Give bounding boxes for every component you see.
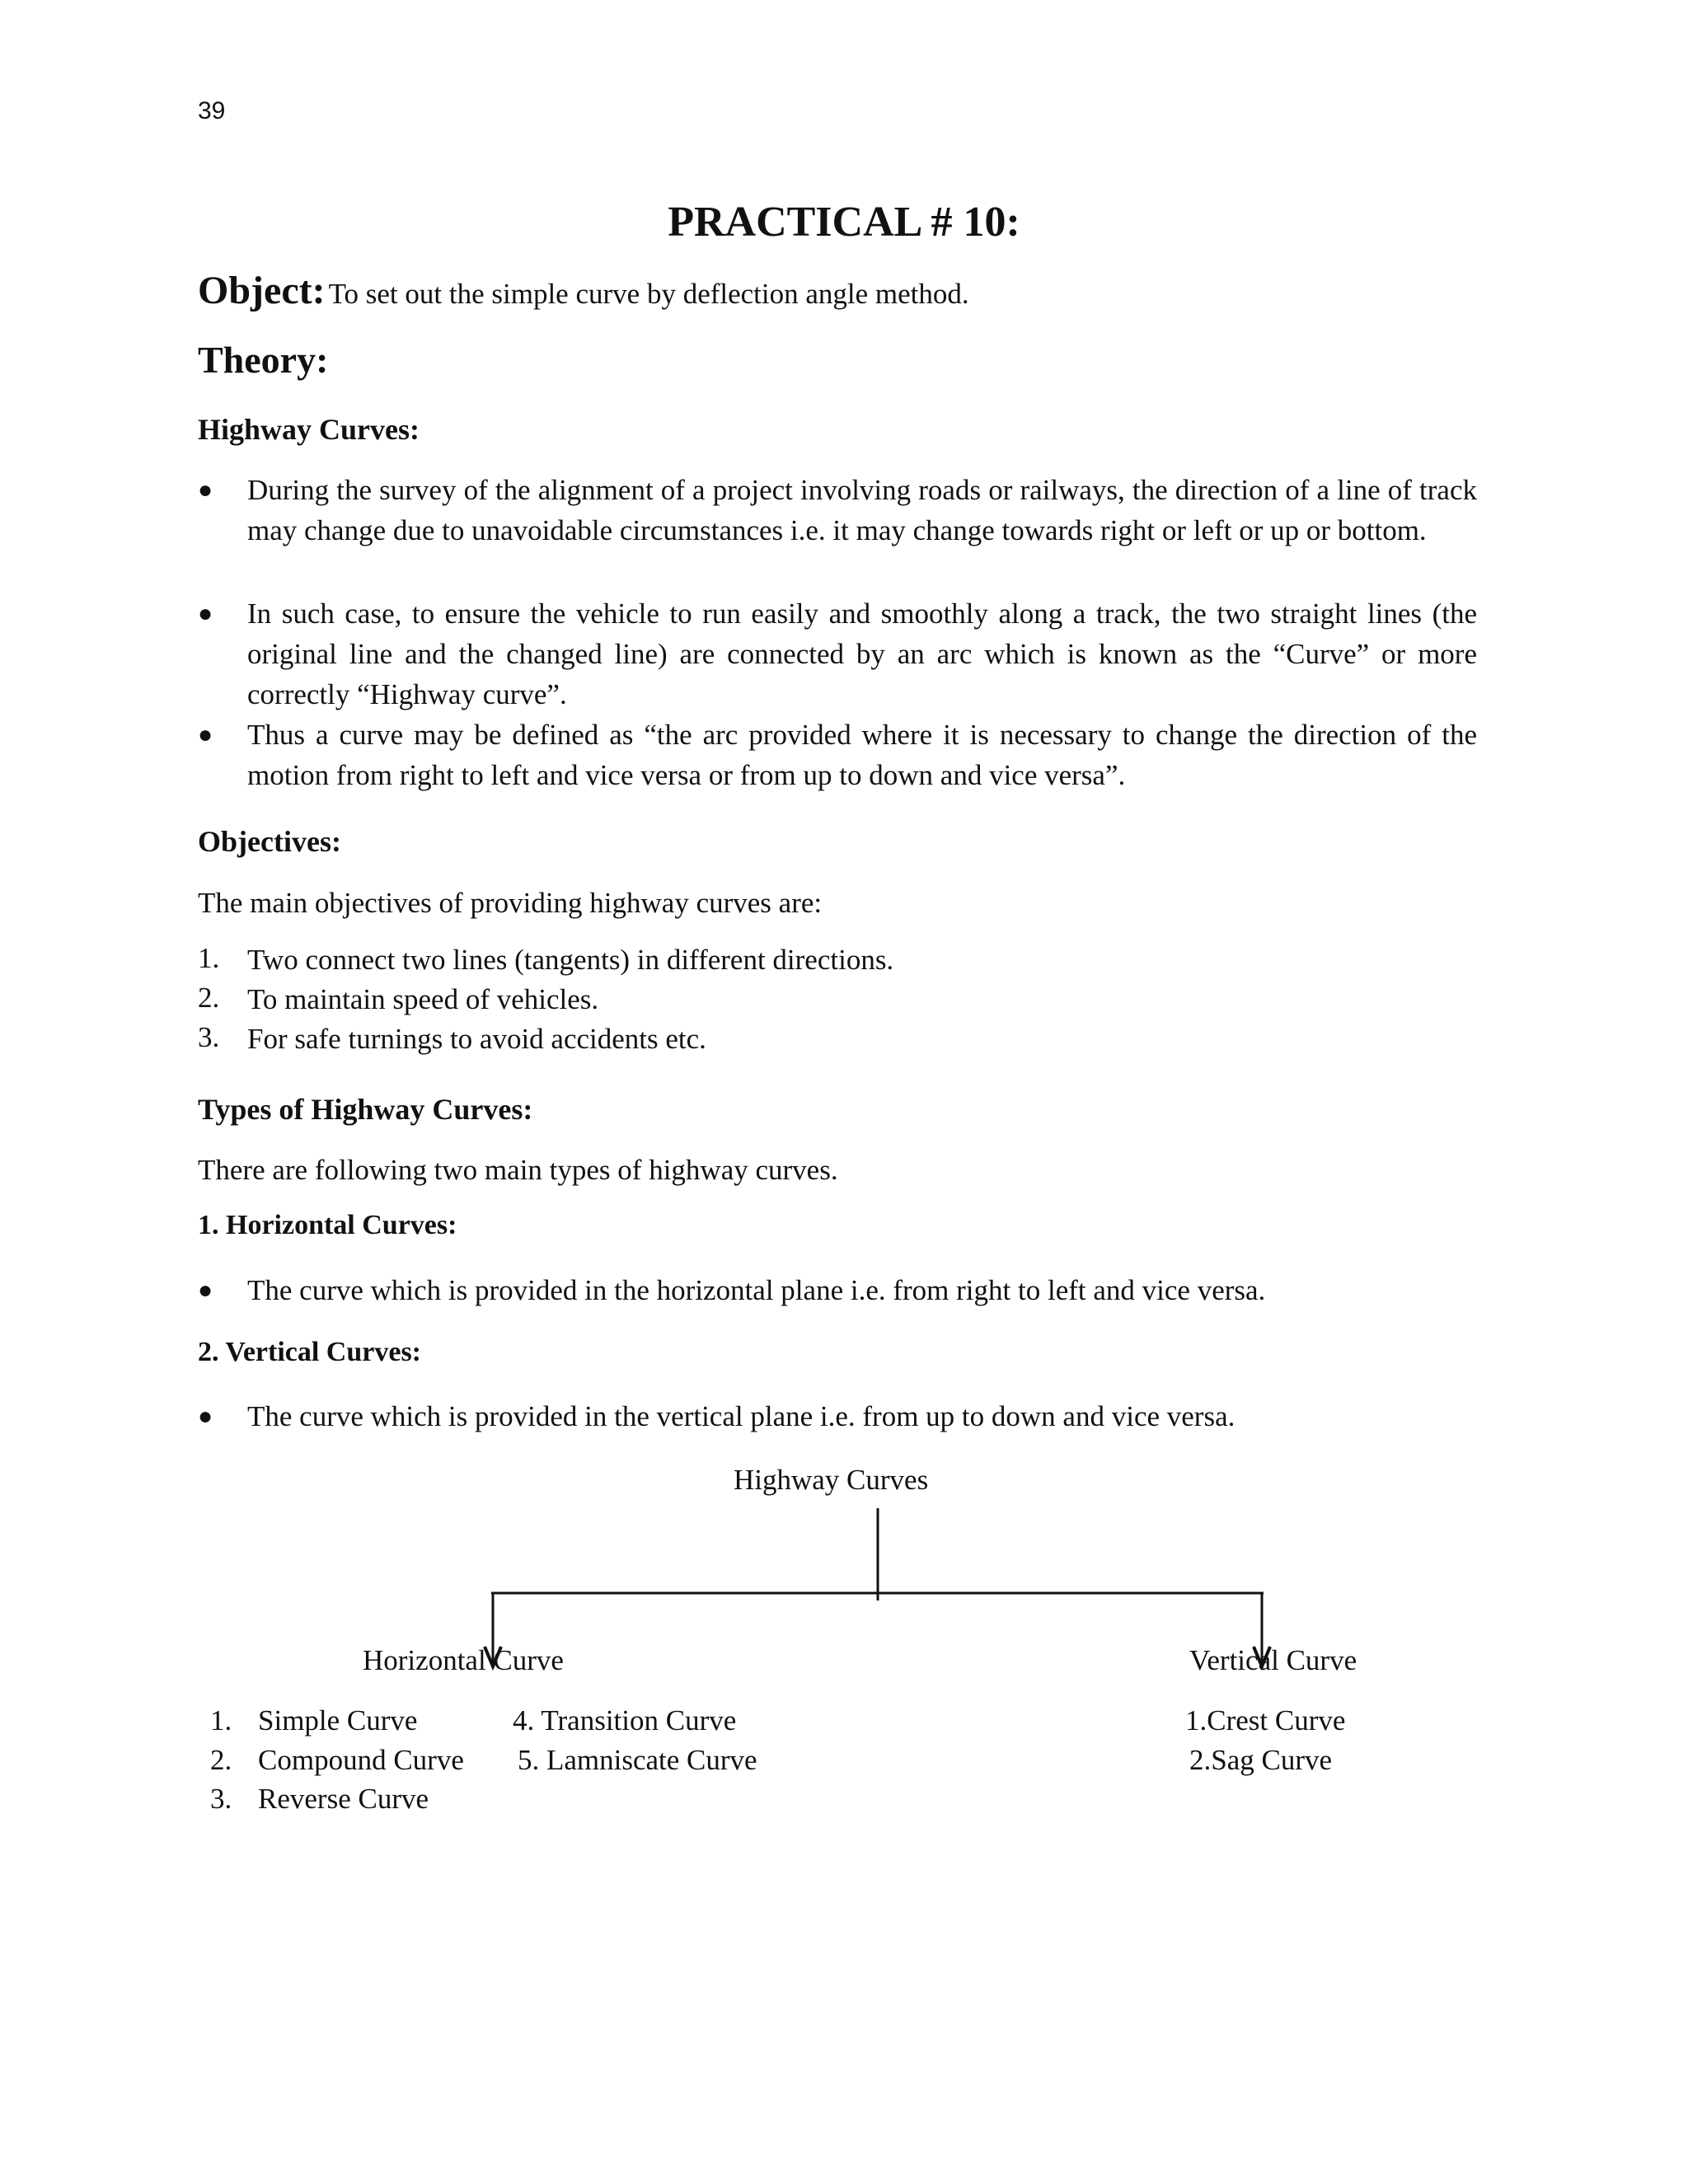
vertical-curves-bullet: The curve which is provided in the vertical plane i.e. from up to down and vice versa. [247,1400,1236,1432]
highway-curves-heading: Highway Curves: [198,413,420,446]
page-number: 39 [198,97,226,124]
highway-curves-bullet-1: During the survey of the alignment of a project involving roads or railways, the direction of a line of track may change due to unavoidable circumstances i.e. it may change towards right or left or up or bottom. [247,474,1477,546]
objective-item: Two connect two lines (tangents) in different directions. [247,944,894,976]
objectives-heading: Objectives: [198,825,341,858]
vertical-item: 1.Crest Curve [1185,1704,1346,1736]
bullet-icon: ● [198,600,213,627]
highway-curves-bullet-3: Thus a curve may be defined as “the arc provided where it is necessary to change the direction of the motion from right to left and vice versa or from up to down and vice versa”. [247,719,1477,791]
object-label: Object: [198,269,326,312]
diagram-root-label: Highway Curves [734,1464,929,1496]
objective-number: 2. [198,982,220,1014]
horizontal-curves-heading: 1. Horizontal Curves: [198,1210,457,1240]
types-heading: Types of Highway Curves: [198,1093,533,1126]
objectives-intro: The main objectives of providing highway curves are: [198,887,823,919]
horizontal-item: 4. Transition Curve [513,1704,737,1736]
objective-number: 3. [198,1021,220,1053]
highway-curves-bullet-2: In such case, to ensure the vehicle to run easily and smoothly along a track, the two straight lines (the original line and the changed line) are connected by an arc which is known as the “Curve” or more correctly “Highway curve”. [247,598,1477,710]
horizontal-item: Reverse Curve [258,1783,429,1815]
types-intro: There are following two main types of highway curves. [198,1154,838,1186]
page-title: PRACTICAL # 10: [668,199,1020,246]
bullet-icon: ● [198,476,213,504]
objective-number: 1. [198,942,220,974]
horizontal-item: Compound Curve [258,1744,464,1776]
object-text: To set out the simple curve by deflection angle method. [328,278,969,310]
horizontal-item: Simple Curve [258,1704,418,1736]
vertical-curve-label: Vertical Curve [1189,1644,1357,1676]
horizontal-curve-label: Horizontal Curve [363,1644,564,1676]
bullet-icon: ● [198,1403,213,1430]
objective-item: To maintain speed of vehicles. [247,983,599,1015]
vertical-curves-heading: 2. Vertical Curves: [198,1337,422,1367]
bullet-icon: ● [198,721,213,748]
theory-heading: Theory: [198,339,329,381]
bullet-icon: ● [198,1277,213,1304]
horizontal-item-number: 1. [210,1704,232,1736]
horizontal-item: 5. Lamniscate Curve [518,1744,757,1776]
vertical-item: 2.Sag Curve [1189,1744,1333,1776]
objective-item: For safe turnings to avoid accidents etc. [247,1023,706,1055]
horizontal-item-number: 3. [210,1783,232,1815]
horizontal-curves-bullet: The curve which is provided in the horizontal plane i.e. from right to left and vice versa. [247,1274,1266,1306]
horizontal-item-number: 2. [210,1744,232,1776]
